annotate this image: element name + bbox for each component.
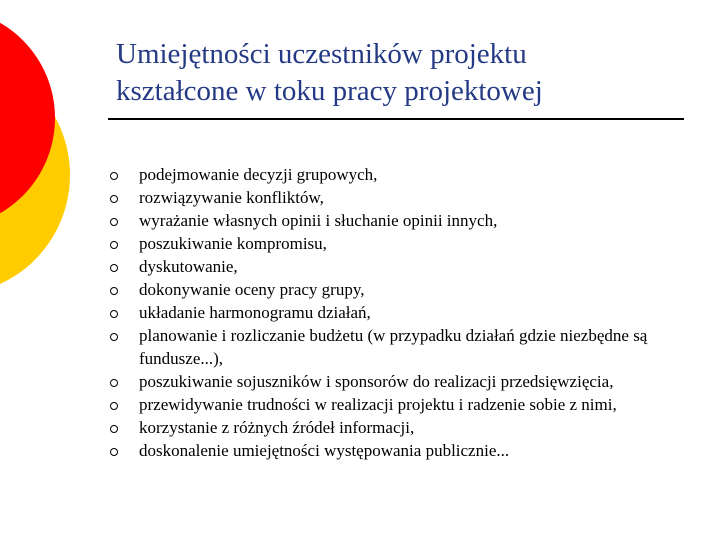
hollow-circle-bullet-icon [110,402,118,410]
list-item-text: rozwiązywanie konfliktów, [139,188,324,207]
list-item-text: przewidywanie trudności w realizacji projektu i radzenie sobie z nimi, [139,395,617,414]
list-item-text: dokonywanie oceny pracy grupy, [139,280,365,299]
slide-title-line-2: kształcone w toku pracy projektowej [116,75,543,107]
list-item [110,370,710,393]
list-item [110,278,710,301]
list-item [110,232,710,255]
hollow-circle-bullet-icon [110,195,118,203]
skills-bullet-list [110,163,710,462]
list-item-text: dyskutowanie, [139,257,238,276]
hollow-circle-bullet-icon [110,310,118,318]
list-item [110,163,710,186]
list-item-text: układanie harmonogramu działań, [139,303,371,322]
list-item [110,186,710,209]
list-item-text: doskonalenie umiejętności występowania publicznie... [139,441,510,460]
hollow-circle-bullet-icon [110,448,118,456]
title-underline-divider [108,118,684,120]
list-item [110,416,710,439]
hollow-circle-bullet-icon [110,218,118,226]
hollow-circle-bullet-icon [110,379,118,387]
hollow-circle-bullet-icon [110,172,118,180]
list-item-text: poszukiwanie kompromisu, [139,234,327,253]
list-item [110,393,710,416]
list-item-text: podejmowanie decyzji grupowych, [139,165,378,184]
slide-title [116,36,543,110]
list-item-text: wyrażanie własnych opinii i słuchanie opinii innych, [139,211,498,230]
decorative-circles [0,0,120,300]
list-item [110,255,710,278]
hollow-circle-bullet-icon [110,333,118,341]
list-item [110,209,710,232]
list-item [110,439,710,462]
hollow-circle-bullet-icon [110,264,118,272]
list-item [110,301,710,324]
hollow-circle-bullet-icon [110,425,118,433]
list-item-text: poszukiwanie sojuszników i sponsorów do realizacji przedsięwzięcia, [139,372,614,391]
hollow-circle-bullet-icon [110,287,118,295]
list-item-text: korzystanie z różnych źródeł informacji, [139,418,415,437]
list-item [110,324,710,370]
list-item-text: planowanie i rozliczanie budżetu (w przypadku działań gdzie niezbędne są fundusze...), [139,326,648,368]
slide-title-line-1: Umiejętności uczestników projektu [116,38,527,70]
hollow-circle-bullet-icon [110,241,118,249]
